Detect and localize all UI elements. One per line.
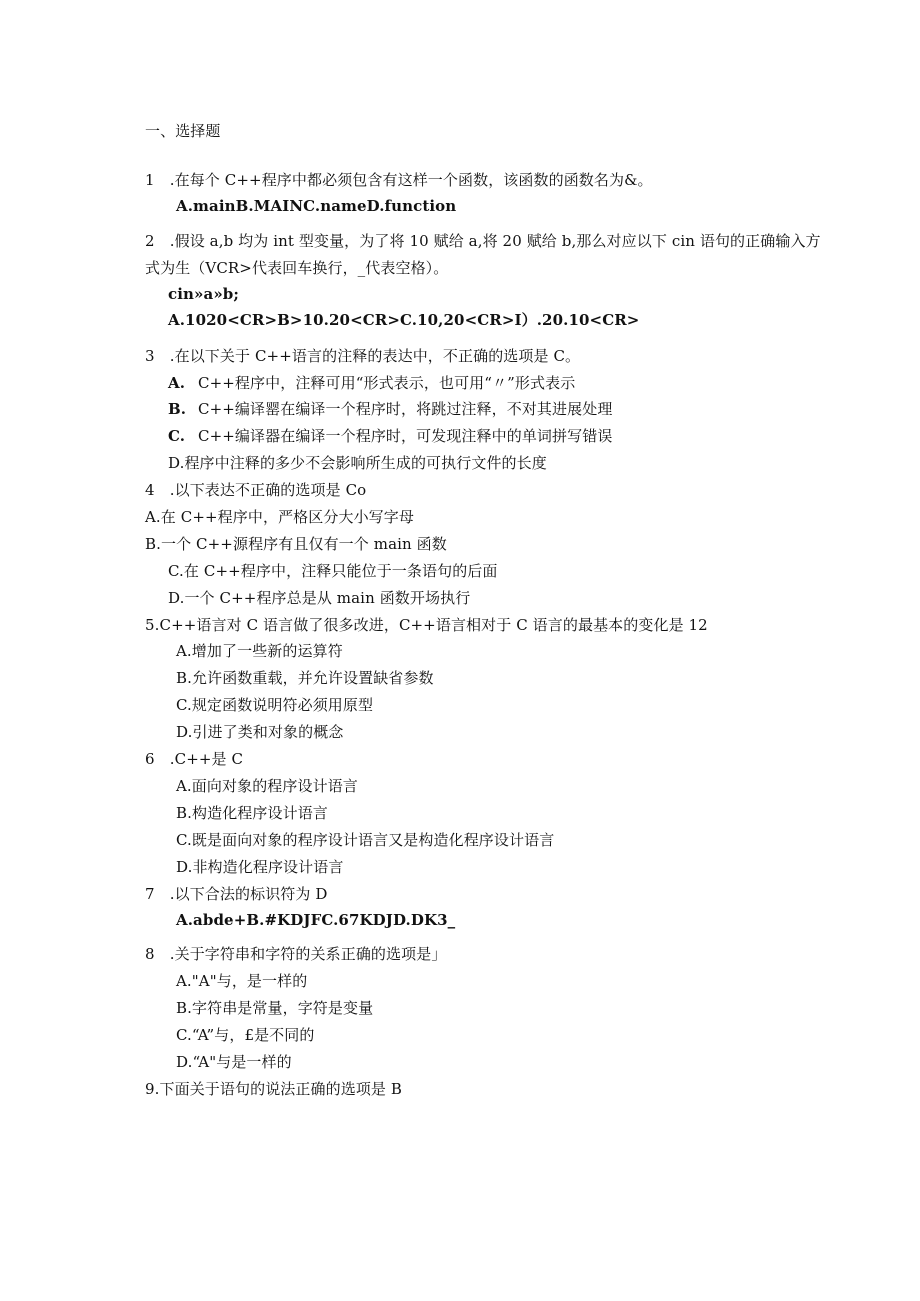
q6-stem: 6 .C++是 C (145, 750, 244, 768)
q8-option-c: C.“A”与，£是不同的 (176, 1026, 315, 1044)
q1-options: A.mainB.MAINC.nameD.function (176, 197, 457, 215)
q3-option-a-tag: A. (168, 374, 186, 392)
q4-option-d: D.一个 C++程序总是从 main 函数开场执行 (168, 589, 471, 607)
q3-option-b (168, 399, 612, 419)
q7-options: A.abde+B.#KDJFC.67KDJD.DK3_ (176, 911, 456, 929)
q4-stem: 4 .以下表达不正确的选项是 Co (145, 481, 367, 499)
q2-options: A.1020<CR>B>10.20<CR>C.10,20<CR>I）.20.10<CR> (168, 311, 640, 329)
q4-option-a: A.在 C++程序中，严格区分大小写字母 (145, 508, 414, 526)
q9-stem: 9.下面关于语句的说法正确的选项是 B (145, 1080, 403, 1098)
q5-option-d: D.引进了类和对象的概念 (176, 723, 344, 741)
q4-option-c: C.在 C++程序中，注释只能位于一条语句的后面 (168, 562, 498, 580)
q5-option-b: B.允许函数重载，并允许设置缺省参数 (176, 669, 434, 687)
q3-option-b-text: C++编译罂在编译一个程序时，将跳过注释，不对其进展处理 (198, 400, 613, 418)
q6-option-b: B.构造化程序设计语言 (176, 804, 328, 822)
q1-stem: 1 .在每个 C++程序中都必须包含有这样一个函数，该函数的函数名为&。 (145, 171, 653, 189)
q5-option-a: A.增加了一些新的运算符 (176, 642, 343, 660)
q5-option-c: C.规定函数说明符必须用原型 (176, 696, 374, 714)
q6-option-c: C.既是面向对象的程序设计语言又是构造化程序设计语言 (176, 831, 555, 849)
q8-option-a: A."A"与，是一样的 (176, 972, 308, 990)
q3-option-d: D.程序中注释的多少不会影响所生成的可执行文件的长度 (168, 454, 547, 472)
q6-option-d: D.非构造化程序设计语言 (176, 858, 344, 876)
q2-code: cin»a»b; (168, 285, 240, 303)
q2-stem-line2: 式为生（VCR>代表回车换行，_代表空格）。 (145, 259, 449, 277)
q5-stem: 5.C++语言对 C 语言做了很多改进，C++语言相对于 C 语言的最基本的变化是 12 (145, 616, 708, 634)
q8-stem: 8 .关于字符串和字符的关系正确的选项是」 (145, 945, 447, 963)
q3-option-b-tag: B. (168, 400, 187, 418)
q3-stem: 3 .在以下关于 C++语言的注释的表达中，不正确的选项是 C。 (145, 347, 581, 365)
q8-option-b: B.字符串是常量，字符是变量 (176, 999, 374, 1017)
q3-option-c-text: C++编译器在编译一个程序时，可发现注释中的单词拼写错误 (198, 427, 613, 445)
q8-option-d: D.“A"与是一样的 (176, 1053, 292, 1071)
q2-stem-line1: 2 .假设 a,b 均为 int 型变量，为了将 10 赋给 a,将 20 赋给 b,那么对应以下 cin 语句的正确输入方 (145, 232, 821, 250)
q3-option-c (168, 426, 612, 446)
q3-option-c-tag: C. (168, 427, 186, 445)
q6-option-a: A.面向对象的程序设计语言 (176, 777, 358, 795)
q3-option-a (168, 373, 575, 393)
q4-option-b: B.一个 C++源程序有且仅有一个 main 函数 (145, 535, 447, 553)
q3-option-a-text: C++程序中，注释可用“形式表示，也可用“〃”形式表示 (198, 374, 576, 392)
q7-stem: 7 .以下合法的标识符为 D (145, 885, 328, 903)
section-title: 一、选择题 (145, 122, 221, 140)
